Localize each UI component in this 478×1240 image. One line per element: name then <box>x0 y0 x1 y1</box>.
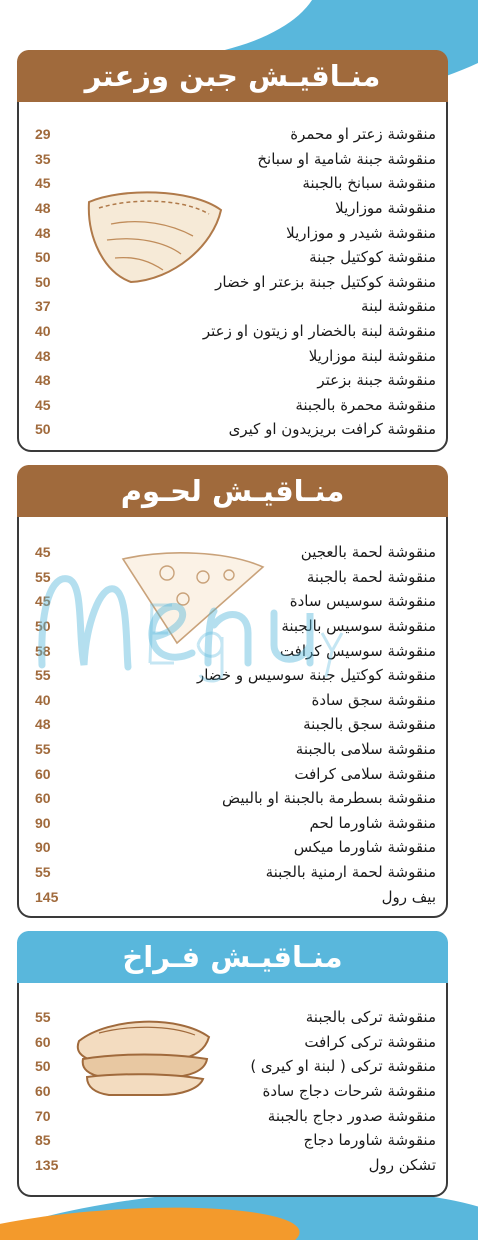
item-price: 48 <box>35 716 51 733</box>
list-item <box>19 860 446 885</box>
item-name: منقوشة سوسيس كرافت <box>279 641 436 660</box>
item-price: 60 <box>35 790 51 807</box>
list-item <box>19 1153 446 1178</box>
item-name: منقوشة لحمة ارمنية بالجبنة <box>265 863 436 882</box>
item-list <box>19 122 446 442</box>
item-name: منقوشة جبنة شامية او سبانخ <box>257 149 436 168</box>
list-item <box>19 761 446 786</box>
item-name: منقوشة كوكتيل جبنة سوسيس و خضار <box>196 666 436 685</box>
item-price: 135 <box>35 1156 59 1173</box>
item-name: منقوشة تركى ( لبنة او كيرى ) <box>250 1057 436 1076</box>
item-name: بيف رول <box>381 887 436 906</box>
list-item <box>19 712 446 737</box>
list-item <box>19 688 446 713</box>
item-name: منقوشة سبانخ بالجبنة <box>302 174 436 193</box>
list-item <box>19 122 446 147</box>
list-item <box>19 1030 446 1055</box>
item-price: 45 <box>35 396 51 413</box>
watermark-logo <box>22 545 382 685</box>
item-price: 58 <box>35 642 51 659</box>
item-name: منقوشة تركى كرافت <box>304 1032 436 1051</box>
item-price: 35 <box>35 150 51 167</box>
item-name: منقوشة جبنة بزعتر <box>317 371 436 390</box>
list-item <box>19 1128 446 1153</box>
item-name: تشكن رول <box>368 1155 436 1174</box>
item-price: 45 <box>35 544 51 561</box>
item-price: 29 <box>35 126 51 143</box>
item-price: 40 <box>35 691 51 708</box>
item-price: 50 <box>35 249 51 266</box>
item-price: 50 <box>35 618 51 635</box>
item-name: منقوشة شاورما لحم <box>309 813 436 832</box>
item-price: 70 <box>35 1107 51 1124</box>
list-item <box>19 343 446 368</box>
item-name: منقوشة كوكتيل جبنة بزعتر او خضار <box>215 272 436 291</box>
item-name: منقوشة سوسيس سادة <box>289 592 436 611</box>
item-name: منقوشة شاورما ميكس <box>293 838 436 857</box>
item-price: 55 <box>35 864 51 881</box>
item-name: منقوشة صدور دجاج بالجبنة <box>267 1106 436 1125</box>
item-price: 55 <box>35 568 51 585</box>
item-price: 60 <box>35 1033 51 1050</box>
item-name: منقوشة شرحات دجاج سادة <box>262 1082 436 1101</box>
item-name: منقوشة سوسيس بالجبنة <box>281 617 436 636</box>
list-item <box>19 811 446 836</box>
section-title-meats: منـاقيـش لحـوم <box>17 465 448 517</box>
section-meats <box>17 465 448 918</box>
list-item <box>19 270 446 295</box>
item-price: 55 <box>35 1009 51 1026</box>
item-price: 55 <box>35 667 51 684</box>
item-price: 50 <box>35 273 51 290</box>
item-name: منقوشة لحمة بالعجين <box>300 543 436 562</box>
item-name: منقوشة زعتر او محمرة <box>290 125 436 144</box>
list-item <box>19 1079 446 1104</box>
list-item <box>19 245 446 270</box>
item-name: منقوشة سجق سادة <box>311 690 436 709</box>
list-item <box>19 368 446 393</box>
item-name: منقوشة بسطرمة بالجبنة او بالبيض <box>221 789 436 808</box>
item-price: 45 <box>35 175 51 192</box>
list-item <box>19 417 446 442</box>
item-name: منقوشة تركى بالجبنة <box>305 1008 436 1027</box>
item-name: منقوشة لحمة بالجبنة <box>306 567 436 586</box>
list-item <box>19 294 446 319</box>
item-price: 45 <box>35 593 51 610</box>
item-name: منقوشة محمرة بالجبنة <box>295 395 436 414</box>
item-price: 37 <box>35 298 51 315</box>
item-price: 48 <box>35 224 51 241</box>
list-item <box>19 786 446 811</box>
item-price: 90 <box>35 814 51 831</box>
list-item <box>19 220 446 245</box>
list-item <box>19 319 446 344</box>
list-item <box>19 1054 446 1079</box>
item-name: منقوشة كرافت بريزيدون او كيرى <box>228 420 436 439</box>
item-list <box>19 1005 446 1177</box>
item-name: منقوشة شيدر و موزاريلا <box>286 223 436 242</box>
item-price: 48 <box>35 347 51 364</box>
item-price: 55 <box>35 741 51 758</box>
section-title-chicken: منـاقيـش فـراخ <box>17 931 448 983</box>
item-name: منقوشة لبنة موزاريلا <box>308 346 436 365</box>
item-price: 90 <box>35 839 51 856</box>
item-name: منقوشة لبنة بالخضار او زيتون او زعتر <box>202 322 436 341</box>
item-price: 85 <box>35 1132 51 1149</box>
item-name: منقوشة كوكتيل جبنة <box>309 248 436 267</box>
list-item <box>19 835 446 860</box>
list-item <box>19 393 446 418</box>
item-price: 40 <box>35 323 51 340</box>
item-price: 50 <box>35 421 51 438</box>
section-chicken <box>17 931 448 1197</box>
list-item <box>19 196 446 221</box>
item-name: منقوشة موزاريلا <box>335 199 436 218</box>
item-price: 145 <box>35 888 59 905</box>
item-price: 60 <box>35 1083 51 1100</box>
list-item <box>19 171 446 196</box>
item-price: 48 <box>35 200 51 217</box>
list-item <box>19 884 446 909</box>
item-name: منقوشة لبنة <box>361 297 436 316</box>
item-name: منقوشة سجق بالجبنة <box>303 715 436 734</box>
section-title-cheese-zaatar: منـاقيـش جبن وزعتر <box>17 50 448 102</box>
list-item <box>19 147 446 172</box>
item-price: 48 <box>35 372 51 389</box>
item-name: منقوشة سلامى كرافت <box>294 764 436 783</box>
list-item <box>19 737 446 762</box>
item-price: 50 <box>35 1058 51 1075</box>
item-price: 60 <box>35 765 51 782</box>
section-cheese-zaatar <box>17 50 448 452</box>
item-name: منقوشة سلامى بالجبنة <box>295 740 436 759</box>
list-item <box>19 1005 446 1030</box>
item-name: منقوشة شاورما دجاج <box>303 1131 436 1150</box>
list-item <box>19 1103 446 1128</box>
